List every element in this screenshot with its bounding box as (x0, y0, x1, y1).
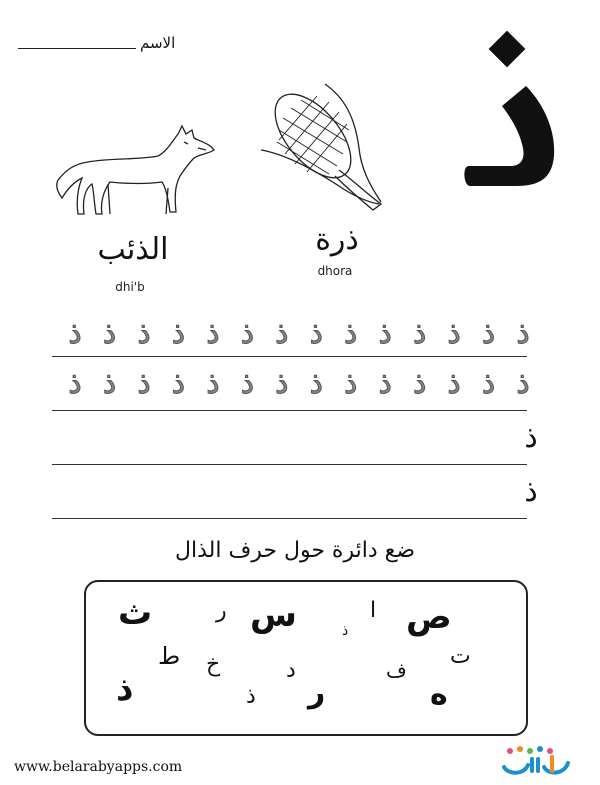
trace-letter: ذ (447, 316, 461, 351)
practice-line[interactable] (52, 464, 527, 465)
trace-row-2[interactable] (60, 366, 538, 406)
trace-row-1[interactable] (60, 316, 538, 356)
trace-letter: ذ (171, 316, 186, 351)
trace-letter: ذ (240, 366, 255, 401)
trace-letter: ذ (481, 366, 496, 401)
trace-letter: ذ (102, 366, 117, 401)
wolf-illustration (48, 118, 218, 230)
trace-letter: ذ (412, 316, 427, 351)
trace-letter: ذ (309, 316, 323, 351)
trace-letter: ذ (137, 316, 151, 351)
word-corn: ذرة (315, 222, 359, 257)
trace-letter: ذ (378, 316, 392, 351)
letter-item[interactable]: ذ (116, 669, 134, 709)
model-letter-row-3: ذ (524, 420, 538, 455)
trace-letter: ذ (447, 366, 461, 401)
trace-letter: ذ (171, 366, 186, 401)
trace-letter: ذ (68, 316, 82, 351)
trace-letter: ذ (275, 366, 289, 401)
letter-item[interactable]: ط (158, 642, 181, 670)
trace-letter: ذ (68, 366, 82, 401)
trace-letter: ذ (275, 316, 289, 351)
letter-item[interactable]: خ (206, 652, 221, 677)
hero-letter-glyph (456, 28, 576, 198)
name-label: الاسم (140, 34, 176, 52)
trace-letter: ذ (344, 366, 358, 401)
word-wolf: الذئب (97, 232, 169, 267)
brand-logo (498, 745, 578, 779)
trace-letter: ذ (516, 366, 530, 401)
transliteration-wolf: dhi'b (115, 280, 145, 294)
letter-item[interactable]: ه (430, 677, 448, 712)
letter-item[interactable]: ت (450, 644, 471, 669)
name-write-line[interactable] (18, 48, 136, 49)
letter-item[interactable]: ذ (342, 623, 349, 639)
letter-item[interactable]: ف (386, 658, 407, 682)
trace-letter: ذ (309, 366, 323, 401)
trace-letter: ذ (378, 366, 392, 401)
practice-line (52, 410, 527, 411)
letter-item[interactable]: ث (118, 593, 153, 633)
model-letter-row-4: ذ (524, 474, 538, 509)
transliteration-corn: dhora (317, 264, 353, 278)
practice-line[interactable] (52, 518, 527, 519)
letter-item[interactable]: د (286, 658, 296, 683)
trace-letter: ذ (102, 316, 117, 351)
letter-item[interactable]: س (250, 595, 297, 635)
letter-item[interactable]: ا (370, 598, 377, 623)
letter-search-box (84, 580, 528, 736)
letter-item[interactable]: ذ (246, 684, 256, 709)
site-url[interactable]: www.belarabyapps.com (14, 759, 183, 775)
practice-line (52, 356, 527, 357)
trace-letter: ذ (206, 316, 220, 351)
letter-item[interactable]: ر (308, 675, 326, 710)
trace-letter: ذ (344, 316, 358, 351)
trace-letter: ذ (412, 366, 427, 401)
letter-item[interactable]: ص (406, 597, 452, 637)
trace-letter: ذ (206, 366, 220, 401)
trace-letter: ذ (240, 316, 255, 351)
hero-letter (456, 28, 576, 198)
trace-letter: ذ (481, 316, 496, 351)
trace-letter: ذ (137, 366, 151, 401)
trace-letter: ذ (516, 316, 530, 351)
exercise-instruction: ضع دائرة حول حرف الذال (174, 538, 415, 563)
corn-illustration (255, 78, 395, 218)
letter-item[interactable]: ر (216, 598, 227, 623)
